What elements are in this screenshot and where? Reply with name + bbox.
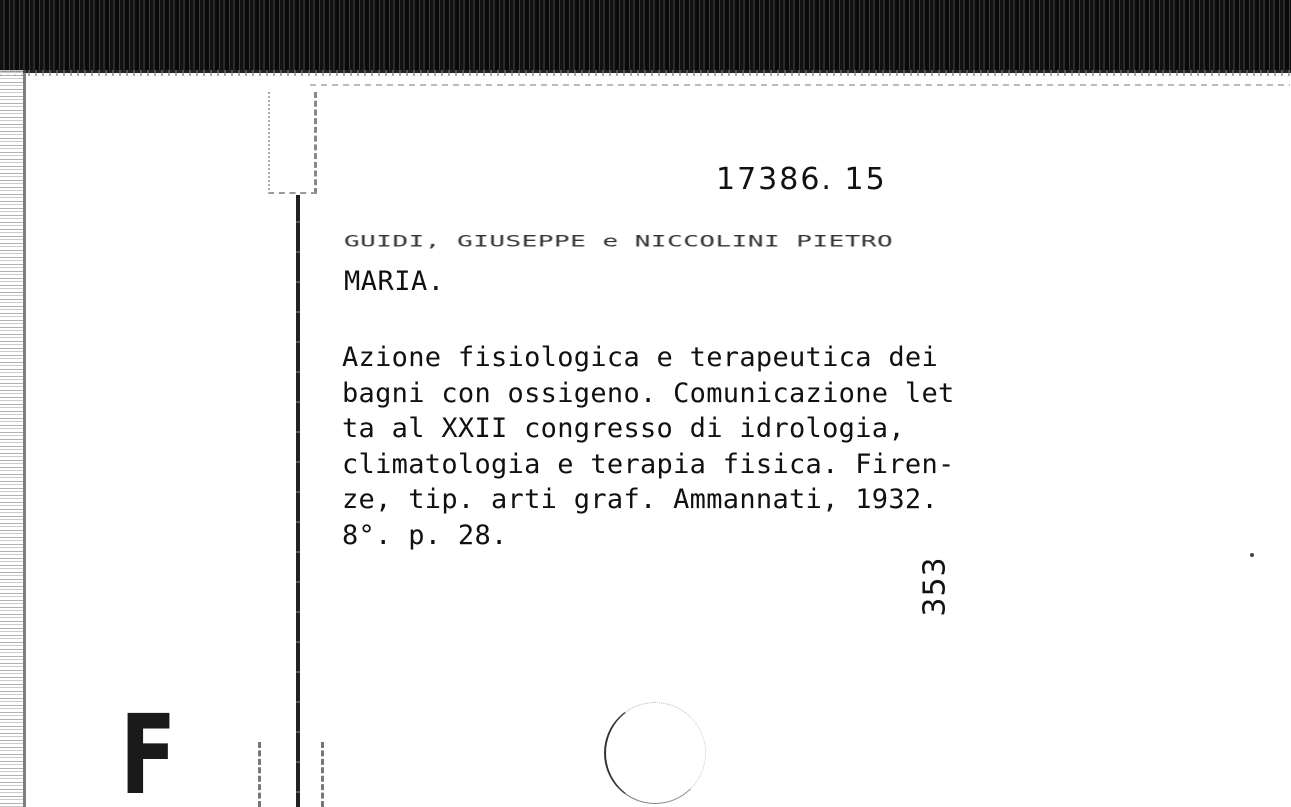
faint-rule xyxy=(310,84,1290,86)
scan-left-edge xyxy=(0,70,26,807)
description-line: Azione fisiologica e terapeutica dei xyxy=(342,342,938,373)
description-line: ta al XXII congresso di idrologia, xyxy=(342,413,905,444)
scan-top-edge xyxy=(0,0,1291,73)
description-line: climatologia e terapia fisica. Firen- xyxy=(342,448,955,480)
author-line-1: GUIDI, GIUSEPPE e NICCOLINI PIETRO xyxy=(344,232,894,251)
description-line: 8°. p. 28. xyxy=(342,519,508,551)
binding-bracket-top xyxy=(268,92,317,194)
speck xyxy=(1250,553,1254,557)
author-line-2: MARIA. xyxy=(344,266,445,297)
call-number: 17386. 15 xyxy=(716,162,887,197)
binding-line xyxy=(296,195,300,807)
side-number-text: 353 xyxy=(917,555,953,617)
stamp-letter: F xyxy=(120,691,177,807)
description xyxy=(342,340,955,553)
side-number xyxy=(905,556,965,616)
punch-hole-mark xyxy=(604,702,706,804)
binding-bracket-bottom xyxy=(258,742,324,807)
description-line: ze, tip. arti graf. Ammannati, 1932. xyxy=(342,484,938,515)
description-line: bagni con ossigeno. Comunicazione let xyxy=(342,377,955,409)
